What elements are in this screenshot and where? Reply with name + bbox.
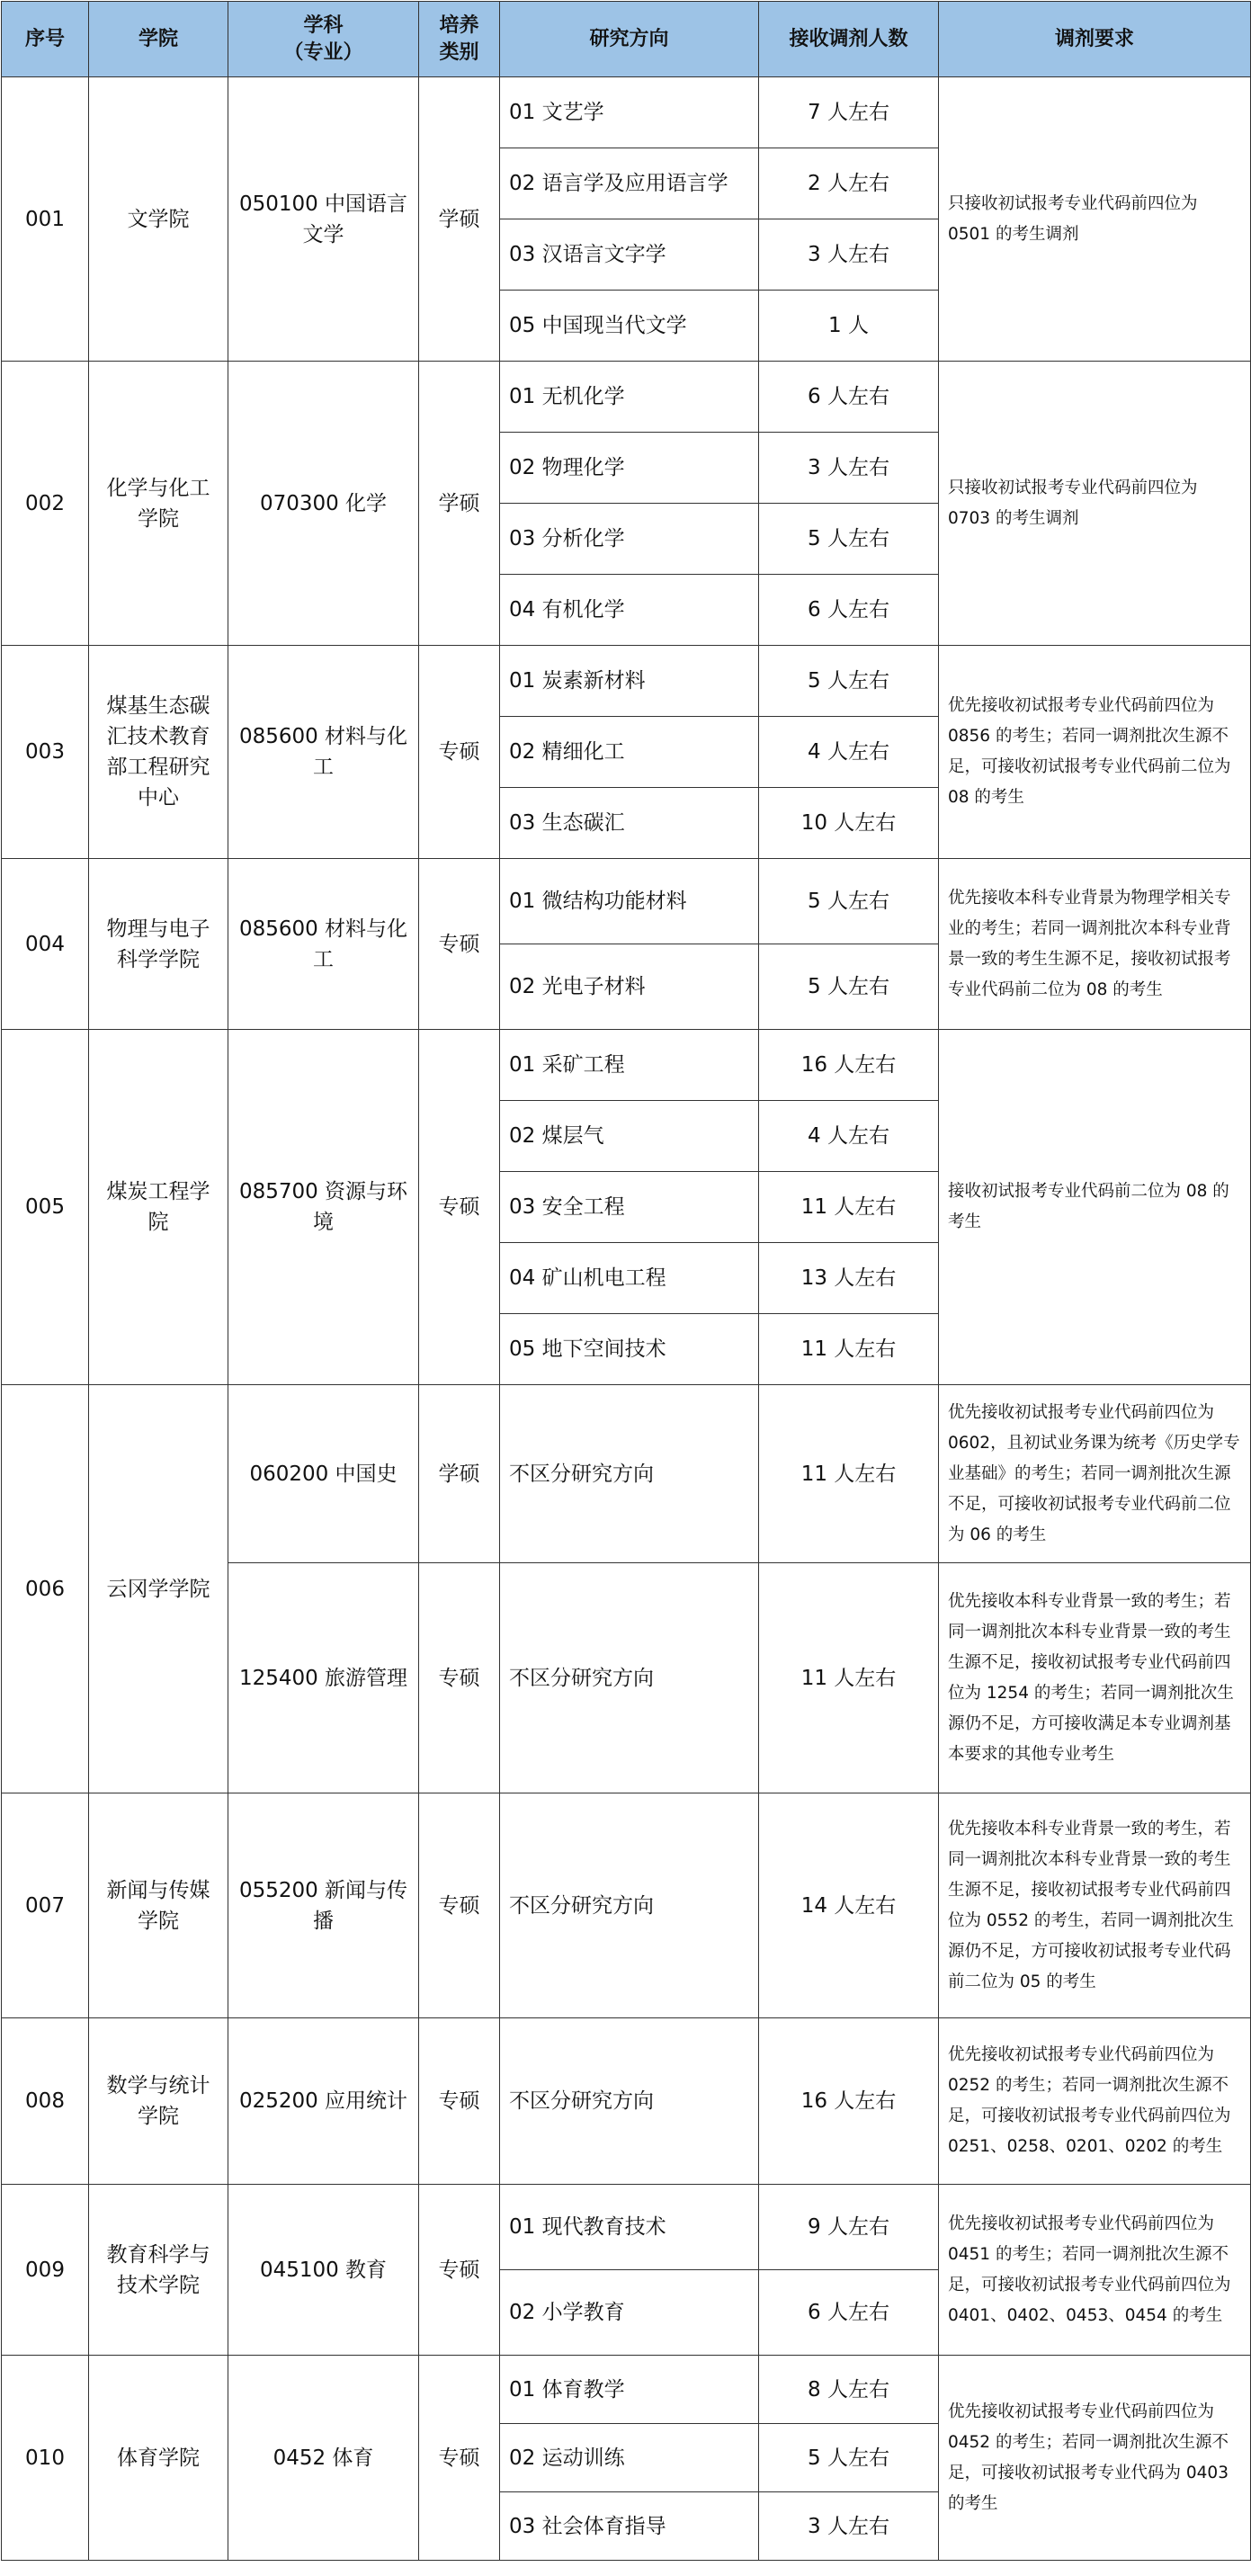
- subject-cell: 045100 教育: [228, 2185, 419, 2356]
- quota-cell: 5 人左右: [759, 859, 939, 944]
- requirement-cell: 只接收初试报考专业代码前四位为 0703 的考生调剂: [939, 362, 1251, 646]
- subject-cell: 060200 中国史: [228, 1385, 419, 1563]
- subject-cell: 055200 新闻与传播: [228, 1793, 419, 2018]
- college-cell: 云冈学学院: [89, 1385, 228, 1793]
- type-cell: 专硕: [419, 1030, 500, 1385]
- direction-cell: 02 光电子材料: [500, 944, 759, 1030]
- subject-cell: 025200 应用统计: [228, 2018, 419, 2185]
- direction-cell: 01 文艺学: [500, 77, 759, 148]
- subject-cell: 070300 化学: [228, 362, 419, 646]
- direction-cell: 01 无机化学: [500, 362, 759, 433]
- quota-cell: 4 人左右: [759, 717, 939, 788]
- quota-cell: 5 人左右: [759, 504, 939, 575]
- table-row: [2, 2185, 1251, 2270]
- quota-cell: 6 人左右: [759, 2270, 939, 2356]
- quota-cell: 11 人左右: [759, 1563, 939, 1793]
- quota-cell: 2 人左右: [759, 148, 939, 219]
- direction-cell: 01 炭素新材料: [500, 646, 759, 717]
- college-cell: 教育科学与技术学院: [89, 2185, 228, 2356]
- seq-cell: 008: [2, 2018, 89, 2185]
- direction-cell: 04 有机化学: [500, 575, 759, 646]
- direction-cell: 02 小学教育: [500, 2270, 759, 2356]
- quota-cell: 8 人左右: [759, 2356, 939, 2424]
- header-direction: 研究方向: [500, 2, 759, 77]
- table-row: [2, 2356, 1251, 2424]
- quota-cell: 1 人: [759, 291, 939, 362]
- subject-cell: 0452 体育: [228, 2356, 419, 2561]
- subject-cell: 085600 材料与化工: [228, 646, 419, 859]
- quota-cell: 5 人左右: [759, 2424, 939, 2492]
- requirement-cell: 只接收初试报考专业代码前四位为 0501 的考生调剂: [939, 77, 1251, 362]
- table-row: [2, 646, 1251, 717]
- table-row: [2, 1030, 1251, 1101]
- direction-cell: 03 汉语言文字学: [500, 219, 759, 291]
- direction-cell: 不区分研究方向: [500, 1385, 759, 1563]
- adjustment-table: [1, 1, 1251, 2561]
- quota-cell: 13 人左右: [759, 1243, 939, 1314]
- quota-cell: 3 人左右: [759, 2492, 939, 2561]
- type-cell: 学硕: [419, 77, 500, 362]
- quota-cell: 10 人左右: [759, 788, 939, 859]
- direction-cell: 03 生态碳汇: [500, 788, 759, 859]
- direction-cell: 02 运动训练: [500, 2424, 759, 2492]
- requirement-cell: 优先接收初试报考专业代码前四位为 0856 的考生；若同一调剂批次生源不足，可接收初试报考专业代码前二位为 08 的考生: [939, 646, 1251, 859]
- seq-cell: 009: [2, 2185, 89, 2356]
- header-subject-line1: 学科: [303, 13, 344, 37]
- quota-cell: 11 人左右: [759, 1172, 939, 1243]
- header-college: 学院: [89, 2, 228, 77]
- direction-cell: 01 微结构功能材料: [500, 859, 759, 944]
- table-row: [2, 1385, 1251, 1563]
- quota-cell: 3 人左右: [759, 433, 939, 504]
- direction-cell: 05 地下空间技术: [500, 1314, 759, 1385]
- header-row: [2, 2, 1251, 77]
- type-cell: 专硕: [419, 2018, 500, 2185]
- table-row: [2, 859, 1251, 944]
- header-subject-line2: （专业）: [283, 40, 363, 64]
- direction-cell: 04 矿山机电工程: [500, 1243, 759, 1314]
- college-cell: 煤基生态碳汇技术教育部工程研究中心: [89, 646, 228, 859]
- college-cell: 煤炭工程学院: [89, 1030, 228, 1385]
- college-cell: 体育学院: [89, 2356, 228, 2561]
- direction-cell: 02 煤层气: [500, 1101, 759, 1172]
- seq-cell: 005: [2, 1030, 89, 1385]
- direction-cell: 01 现代教育技术: [500, 2185, 759, 2270]
- direction-cell: 05 中国现当代文学: [500, 291, 759, 362]
- requirement-cell: 优先接收初试报考专业代码前四位为 0451 的考生；若同一调剂批次生源不足，可接收初试报考专业代码前四位为 0401、0402、0453、0454 的考生: [939, 2185, 1251, 2356]
- type-cell: 专硕: [419, 859, 500, 1030]
- subject-cell: 085700 资源与环境: [228, 1030, 419, 1385]
- quota-cell: 7 人左右: [759, 77, 939, 148]
- direction-cell: 01 采矿工程: [500, 1030, 759, 1101]
- table-row: [2, 77, 1251, 148]
- direction-cell: 03 社会体育指导: [500, 2492, 759, 2561]
- college-cell: 新闻与传媒学院: [89, 1793, 228, 2018]
- requirement-cell: 优先接收本科专业背景一致的考生，若同一调剂批次本科专业背景一致的考生生源不足，接收初试报考专业代码前四位为 0552 的考生，若同一调剂批次生源仍不足，方可接收初试报考专业代码前二位为 05 的考生: [939, 1793, 1251, 2018]
- requirement-cell: 优先接收初试报考专业代码前四位为 0452 的考生；若同一调剂批次生源不足，可接收初试报考专业代码为 0403 的考生: [939, 2356, 1251, 2561]
- header-seq: 序号: [2, 2, 89, 77]
- header-requirement: 调剂要求: [939, 2, 1251, 77]
- header-subject: [228, 2, 419, 77]
- quota-cell: 11 人左右: [759, 1385, 939, 1563]
- direction-cell: 不区分研究方向: [500, 2018, 759, 2185]
- type-cell: 专硕: [419, 2356, 500, 2561]
- type-cell: 专硕: [419, 1793, 500, 2018]
- type-cell: 专硕: [419, 2185, 500, 2356]
- seq-cell: 002: [2, 362, 89, 646]
- quota-cell: 6 人左右: [759, 575, 939, 646]
- quota-cell: 5 人左右: [759, 646, 939, 717]
- direction-cell: 02 精细化工: [500, 717, 759, 788]
- seq-cell: 001: [2, 77, 89, 362]
- type-cell: 学硕: [419, 362, 500, 646]
- seq-cell: 007: [2, 1793, 89, 2018]
- requirement-cell: 接收初试报考专业代码前二位为 08 的考生: [939, 1030, 1251, 1385]
- direction-cell: 02 物理化学: [500, 433, 759, 504]
- subject-cell: 085600 材料与化工: [228, 859, 419, 1030]
- table-row: [2, 1793, 1251, 2018]
- type-cell: 专硕: [419, 1563, 500, 1793]
- header-type: [419, 2, 500, 77]
- college-cell: 文学院: [89, 77, 228, 362]
- requirement-cell: 优先接收本科专业背景一致的考生；若同一调剂批次本科专业背景一致的考生生源不足，接收初试报考专业代码前四位为 1254 的考生；若同一调剂批次生源仍不足，方可接收满足本专业调剂基本要求的其他专业考生: [939, 1563, 1251, 1793]
- direction-cell: 03 安全工程: [500, 1172, 759, 1243]
- quota-cell: 16 人左右: [759, 2018, 939, 2185]
- header-type-line1: 培养: [439, 13, 479, 37]
- requirement-cell: 优先接收初试报考专业代码前四位为 0252 的考生；若同一调剂批次生源不足，可接收初试报考专业代码前四位为 0251、0258、0201、0202 的考生: [939, 2018, 1251, 2185]
- subject-cell: 050100 中国语言文学: [228, 77, 419, 362]
- college-cell: 物理与电子科学学院: [89, 859, 228, 1030]
- requirement-cell: 优先接收本科专业背景为物理学相关专业的考生；若同一调剂批次本科专业背景一致的考生生源不足，接收初试报考专业代码前二位为 08 的考生: [939, 859, 1251, 1030]
- table-row: [2, 2018, 1251, 2185]
- quota-cell: 16 人左右: [759, 1030, 939, 1101]
- quota-cell: 9 人左右: [759, 2185, 939, 2270]
- subject-cell: 125400 旅游管理: [228, 1563, 419, 1793]
- type-cell: 专硕: [419, 646, 500, 859]
- seq-cell: 004: [2, 859, 89, 1030]
- quota-cell: 6 人左右: [759, 362, 939, 433]
- direction-cell: 不区分研究方向: [500, 1563, 759, 1793]
- header-type-line2: 类别: [439, 40, 479, 64]
- direction-cell: 01 体育教学: [500, 2356, 759, 2424]
- requirement-cell: 优先接收初试报考专业代码前四位为 0602，且初试业务课为统考《历史学专业基础》的考生；若同一调剂批次生源不足，可接收初试报考专业代码前二位为 06 的考生: [939, 1385, 1251, 1563]
- college-cell: 数学与统计学院: [89, 2018, 228, 2185]
- college-cell: 化学与化工学院: [89, 362, 228, 646]
- seq-cell: 006: [2, 1385, 89, 1793]
- header-quota: 接收调剂人数: [759, 2, 939, 77]
- seq-cell: 010: [2, 2356, 89, 2561]
- quota-cell: 5 人左右: [759, 944, 939, 1030]
- quota-cell: 11 人左右: [759, 1314, 939, 1385]
- table-row: [2, 362, 1251, 433]
- direction-cell: 03 分析化学: [500, 504, 759, 575]
- direction-cell: 02 语言学及应用语言学: [500, 148, 759, 219]
- type-cell: 学硕: [419, 1385, 500, 1563]
- direction-cell: 不区分研究方向: [500, 1793, 759, 2018]
- quota-cell: 3 人左右: [759, 219, 939, 291]
- seq-cell: 003: [2, 646, 89, 859]
- quota-cell: 4 人左右: [759, 1101, 939, 1172]
- quota-cell: 14 人左右: [759, 1793, 939, 2018]
